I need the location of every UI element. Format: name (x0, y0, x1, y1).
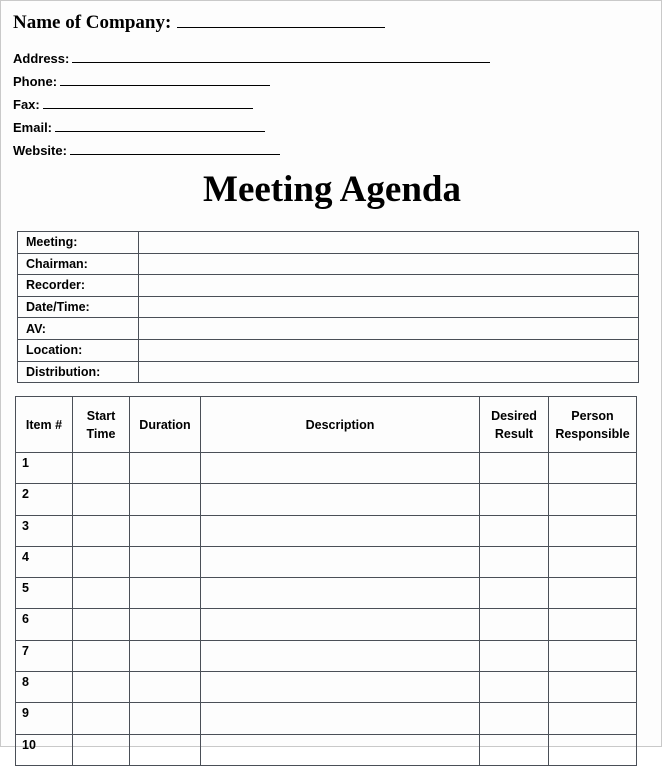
info-label: Recorder: (18, 275, 139, 297)
duration-cell[interactable] (130, 640, 201, 671)
start-time-cell[interactable] (73, 640, 130, 671)
company-name-line[interactable] (177, 11, 385, 28)
website-line[interactable] (70, 142, 280, 155)
fax-label: Fax: (13, 97, 40, 112)
duration-cell[interactable] (130, 546, 201, 577)
table-row (16, 578, 637, 609)
column-header-start-time (73, 397, 130, 453)
desired-result-cell[interactable] (480, 640, 549, 671)
item-number-cell: 6 (16, 609, 73, 640)
address-line[interactable] (72, 50, 490, 63)
desired-result-cell[interactable] (480, 484, 549, 515)
info-row (18, 318, 639, 340)
duration-cell[interactable] (130, 672, 201, 703)
address-field (13, 50, 490, 66)
email-label: Email: (13, 120, 53, 135)
desired-result-cell[interactable] (480, 703, 549, 734)
column-header-line2: Result (494, 426, 534, 441)
table-row (16, 515, 637, 546)
duration-cell[interactable] (130, 453, 201, 484)
start-time-cell[interactable] (73, 515, 130, 546)
desired-result-cell[interactable] (480, 609, 549, 640)
info-row (18, 253, 639, 275)
info-row (18, 339, 639, 361)
agenda-header-row (16, 397, 637, 453)
column-header-line1: Description (305, 417, 375, 432)
person-responsible-cell[interactable] (549, 734, 637, 765)
info-label: Meeting: (18, 232, 139, 254)
duration-cell[interactable] (130, 484, 201, 515)
item-number-cell: 4 (16, 546, 73, 577)
info-value-cell[interactable] (139, 318, 639, 340)
company-name-field (13, 11, 385, 34)
person-responsible-cell[interactable] (549, 453, 637, 484)
description-cell[interactable] (201, 734, 480, 765)
person-responsible-cell[interactable] (549, 640, 637, 671)
description-cell[interactable] (201, 578, 480, 609)
desired-result-cell[interactable] (480, 672, 549, 703)
column-header-duration (130, 397, 201, 453)
start-time-cell[interactable] (73, 609, 130, 640)
column-header-person-responsible (549, 397, 637, 453)
person-responsible-cell[interactable] (549, 484, 637, 515)
description-cell[interactable] (201, 672, 480, 703)
description-cell[interactable] (201, 453, 480, 484)
phone-line[interactable] (60, 73, 270, 86)
desired-result-cell[interactable] (480, 546, 549, 577)
table-row (16, 546, 637, 577)
start-time-cell[interactable] (73, 484, 130, 515)
fax-field (13, 96, 253, 112)
column-header-item (16, 397, 73, 453)
description-cell[interactable] (201, 484, 480, 515)
column-header-line1: Start (86, 408, 116, 423)
phone-label: Phone: (13, 74, 58, 89)
description-cell[interactable] (201, 703, 480, 734)
start-time-cell[interactable] (73, 578, 130, 609)
person-responsible-cell[interactable] (549, 578, 637, 609)
info-row (18, 361, 639, 383)
table-row (16, 703, 637, 734)
item-number-cell: 2 (16, 484, 73, 515)
person-responsible-cell[interactable] (549, 609, 637, 640)
column-header-line2: Responsible (555, 426, 630, 441)
info-value-cell[interactable] (139, 232, 639, 254)
description-cell[interactable] (201, 515, 480, 546)
person-responsible-cell[interactable] (549, 515, 637, 546)
column-header-line1: Duration (139, 417, 191, 432)
item-number-cell: 9 (16, 703, 73, 734)
fax-line[interactable] (43, 96, 253, 109)
duration-cell[interactable] (130, 578, 201, 609)
desired-result-cell[interactable] (480, 453, 549, 484)
item-number-cell: 10 (16, 734, 73, 765)
table-row (16, 484, 637, 515)
duration-cell[interactable] (130, 515, 201, 546)
email-line[interactable] (55, 119, 265, 132)
description-cell[interactable] (201, 640, 480, 671)
info-label: AV: (18, 318, 139, 340)
email-field (13, 119, 265, 135)
phone-field (13, 73, 270, 89)
company-name-label: Name of Company: (13, 12, 172, 33)
start-time-cell[interactable] (73, 453, 130, 484)
item-number-cell: 7 (16, 640, 73, 671)
duration-cell[interactable] (130, 734, 201, 765)
desired-result-cell[interactable] (480, 734, 549, 765)
info-value-cell[interactable] (139, 296, 639, 318)
info-value-cell[interactable] (139, 361, 639, 383)
desired-result-cell[interactable] (480, 578, 549, 609)
duration-cell[interactable] (130, 609, 201, 640)
start-time-cell[interactable] (73, 703, 130, 734)
item-number-cell: 8 (16, 672, 73, 703)
column-header-desired-result (480, 397, 549, 453)
start-time-cell[interactable] (73, 734, 130, 765)
table-row (16, 734, 637, 765)
table-row (16, 453, 637, 484)
info-value-cell[interactable] (139, 253, 639, 275)
table-row (16, 672, 637, 703)
website-field (13, 142, 280, 158)
person-responsible-cell[interactable] (549, 703, 637, 734)
info-row (18, 296, 639, 318)
info-label: Distribution: (18, 361, 139, 383)
desired-result-cell[interactable] (480, 515, 549, 546)
info-row (18, 275, 639, 297)
person-responsible-cell[interactable] (549, 672, 637, 703)
info-value-cell[interactable] (139, 339, 639, 361)
info-label: Location: (18, 339, 139, 361)
address-label: Address: (13, 51, 70, 66)
agenda-items-table (15, 396, 637, 766)
table-row (16, 609, 637, 640)
column-header-line1: Item # (25, 417, 63, 432)
item-number-cell: 1 (16, 453, 73, 484)
column-header-line2: Time (86, 426, 116, 441)
info-row (18, 232, 639, 254)
item-number-cell: 3 (16, 515, 73, 546)
meeting-info-table (17, 231, 639, 383)
table-row (16, 640, 637, 671)
page-title: Meeting Agenda (203, 169, 461, 210)
info-label: Date/Time: (18, 296, 139, 318)
column-header-description (201, 397, 480, 453)
info-label: Chairman: (18, 253, 139, 275)
column-header-line1: Desired (491, 408, 537, 423)
website-label: Website: (13, 143, 67, 158)
description-cell[interactable] (201, 546, 480, 577)
info-value-cell[interactable] (139, 275, 639, 297)
agenda-body (16, 453, 637, 766)
duration-cell[interactable] (130, 703, 201, 734)
person-responsible-cell[interactable] (549, 546, 637, 577)
start-time-cell[interactable] (73, 672, 130, 703)
description-cell[interactable] (201, 609, 480, 640)
start-time-cell[interactable] (73, 546, 130, 577)
item-number-cell: 5 (16, 578, 73, 609)
column-header-line1: Person (571, 408, 614, 423)
